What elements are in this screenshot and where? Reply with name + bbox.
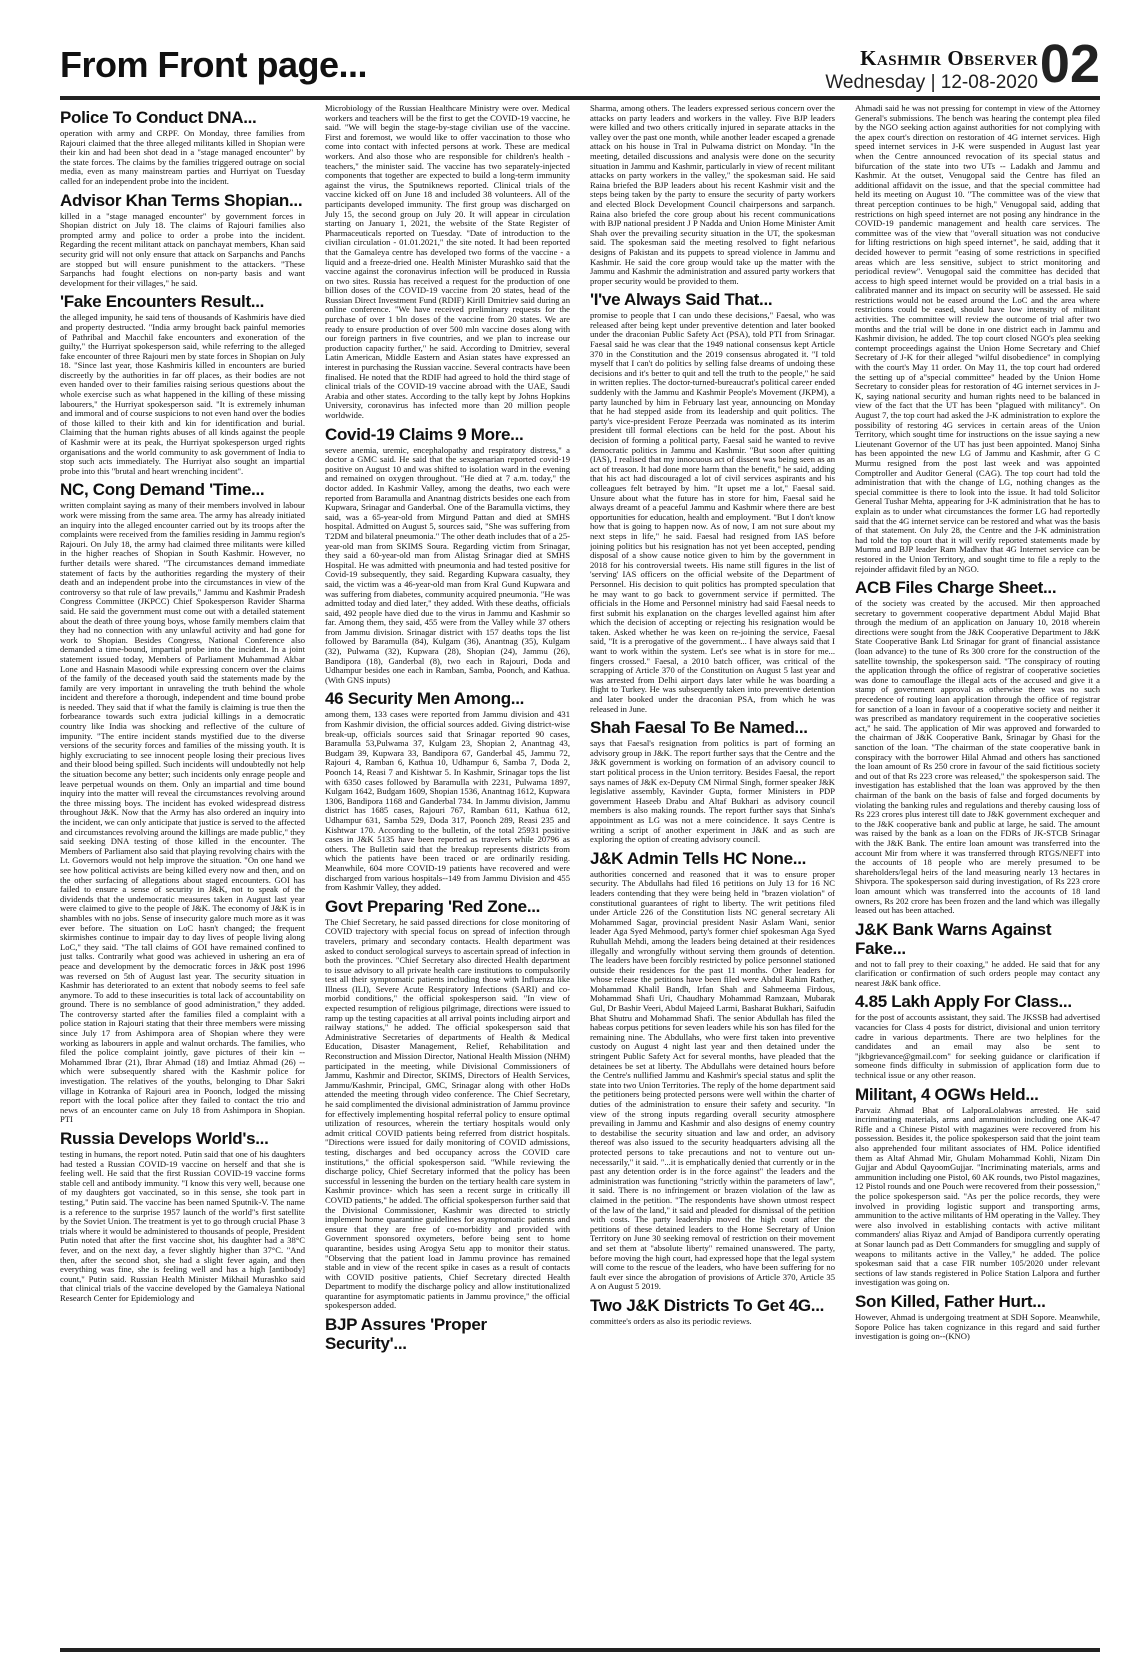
article	[855, 104, 1100, 574]
article-body: killed in a "stage managed encounter" by government forces in Shopian district on July 18. The claims of Rajouri families also prompted army and police to order a probe into the incident. Regarding the recent militant attack on panchayat members, Khan said security grid will not only ensure that attack on Sarpanchs and Panchs are stopped but will ensure punishment to the attackers. "These Sarpanchs had fought elections on non-party basis and want development for their villages," he said.	[60, 210, 305, 288]
article-body: says that Faesal's resignation from politics is part of forming an advisory group in J&K. The report further says that the Centre and the J&K government is working on formation of an advisory council to start political process in the Union territory. Besides Faesal, the report says names of J&K ex-Deputy CM Nirmal Singh, former speaker J&K legislative assembly, Kavinder Gupta, former Ministers in PDP government Haseeb Drabu and Altaf Bukhari as advisory council members is also making rounds. The report further says that Sinha's appointment as LG was not a mere coincidence. It says Centre is writing a script of another experiment in J&K and as such are exploring the option of creating advisory council.	[590, 738, 835, 845]
article-body: committee's orders as also its periodic reviews.	[590, 1315, 752, 1326]
article	[590, 849, 835, 1292]
article-body: severe anemia, uremic, encephalopathy and respiratory distress," a doctor a GMC said. He said that the sexagenarian reported covid-19 positive on August 10 and was shifted to isolation ward in the evening and remained on oxygen throughout. "He died at 7 a.m. today," the doctor added. In Kashmir Valley, among the deaths, two each were reported from Baramulla and Anantnag districts besides one each from Kupwara, Srinagar and Ganderbal. One of the Baramulla victims, they said, was a 65-year-old from Mirgund Pattan and died at SMHS hospital. Admitted on August 5, sources said, "She was suffering from T2DM and bilateral pneumonia." The other death includes that of a 25-year-old man from SKIMS Soura. Regarding victim from Srinagar, they said a 60-year-old man from Alistag Srinagar died at SMHS Hospital. He was admitted with pneumonia and had tested positive for Covid-19 subsequently, they said. Regarding Kupwara casualty, they said, the victim was a 46-year-old man from Kral Gund Kupwara and was suffering from diabetes, community acquired pneumonia. "He was admitted today and died later," they added. With these deaths, officials said, 492 people have died due to the virus in Jammu and Kashmir so far. Among them, they said, 455 were from the Valley while 37 others from Jammu division. Srinagar district with 157 deaths tops the list followed by Baramulla (84), Kulgam (36), Anantnag (35), Kulgam (32), Pulwama (32), Kupwara (28), Shopian (24), Jammu (26), Bandipora (18), Ganderbal (8), two each in Rajouri, Doda and Udhampur besides one each in Ramban, Samba, Poonch, and Kathua. (With GNS inputs)	[325, 444, 570, 685]
article	[325, 689, 570, 892]
article-headline: 'Fake Encounters Result...	[60, 292, 265, 312]
section-title: From Front page...	[60, 44, 368, 85]
article-body: among them, 133 cases were reported from Jammu division and 431 from Kashmir division, the official sources added. Giving district-wise break-up, officials sources said that Srinagar reported 90 cases, Baramulla 53,Pulwama 37, Kulgam 23, Shopian 2, Anantnag 43, Budgam 39, Kupwara 33, Bandipora 67, Ganderbal 45, Jammu 72, Rajouri 4, Ramban 6, Kathua 10, Udhampur 6, Samba 7, Doda 2, Poonch 14, Reasi 7 and Kishtwar 5. In Kashmir, Srinagar tops the list with 6350 cases followed by Baramulla with 2231, Pulwama 1897, Kulgam 1642, Budgam 1609, Shopian 1536, Anantnag 1612, Kupwara 1306, Bandipora 1168 and Ganderbal 734. In Jammu division, Jammu district has 1685 cases, Rajouri 767, Ramban 611, Kathua 612, Udhampur 631, Samba 529, Doda 317, Poonch 289, Reasi 235 and Kishtwar 170. According to the bulletin, of the total 25931 positive cases in J&K 5135 have been reported as travelers while 20796 as others. The Bulletin said that the breakup represents districts from which the patients have been traced or are ordinarily residing. Meanwhile, 604 more COVID-19 patients have recovered and were discharged from various hospitals--149 from Jammu Division and 455 from Kashmir Valley, they added.	[325, 709, 570, 893]
article-body: testing in humans, the report noted. Putin said that one of his daughters had tested a Russian COVID-19 vaccine on herself and that she is feeling well. He said that the first Russian COVID-19 vaccine forms stable cell and antibody immunity. "I know this very well, because one of my daughters got vaccinated, so in this sense, she took part in testing," Putin said. The vaccine has been named Sputnik-V. The name is a reference to the surprise 1957 launch of the world"s first satellite by the Soviet Union. The treatment is yet to go through crucial Phase 3 trials where it would be administered to thousands of people, President Putin noted that after the first vaccine shot, his daughter had a 38°C fever, and on the next day, a fever slightly higher than 37°C. "And then, after the second shot, she had a slight fever again, and then everything was fine, she is feeling well and has a high [antibody] count," Putin said. Russian Health Minister Mikhail Murashko said that clinical trials of the vaccine developed by the Gamaleya National Research Center for Epidemiology and	[60, 1149, 305, 1303]
article-headline: Two J&K Districts To Get 4G...	[590, 1295, 825, 1315]
article-headline: Russia Develops World's...	[60, 1129, 269, 1148]
article-headline: 4.85 Lakh Apply For Class...	[855, 992, 1072, 1012]
article-headline: Shah Faesal To Be Named...	[590, 718, 808, 738]
article-body: and not to fall prey to their coaxing," he added. He said that for any clarification or confirmation of such orders people may contact any nearest J&K bank office.	[855, 958, 1100, 988]
article	[60, 292, 305, 476]
page-header	[60, 34, 1100, 94]
article	[60, 191, 305, 289]
article-headline: Son Killed, Father Hurt...	[855, 1291, 1046, 1311]
article	[325, 897, 570, 1311]
page-number: 02	[1039, 34, 1100, 94]
column-1	[60, 104, 305, 1644]
article	[855, 578, 1100, 916]
article	[60, 108, 305, 187]
column-3	[590, 104, 835, 1644]
article-body: for the post of accounts assistant, they said. The JKSSB had advertised vacancies for Class 4 posts for district, divisional and union territory cadre in various departments. There are two helplines for the candidates and an email may also be sent to "jkbgrievance@gmail.com" for seeking guidance or clarification if someone finds difficulty in submission of application form due to technical issue or any other reason.	[855, 1012, 1100, 1081]
article-headline: 'I've Always Said That...	[590, 290, 773, 310]
article	[590, 104, 835, 286]
article-headline: Covid-19 Claims 9 More...	[325, 424, 524, 444]
article	[325, 104, 570, 421]
article-body: Microbiology of the Russian Healthcare Ministry were over. Medical workers and teachers will be the first to get the COVID-19 vaccine, he said. "We will begin the stage-by-stage civilian use of the vaccine. First and foremost, we would like to offer vaccination to those who come into contact with infected persons at work. These are medical workers. And also those who are responsible for children's health - teachers," the minister said. The vaccine has two separately-injected components that together are expected to build a long-term immunity against the virus, the Sputniknews reported. Clinical trials of the vaccine kicked off on June 18 and included 38 volunteers. All of the participants developed immunity. The first group was discharged on July 15, the second group on July 20. It will appear in circulation starting on January 1, 2021, the website of the State Register of Pharmaceuticals reported on Tuesday. "Date of introduction to the civilian circulation - 01.01.2021," the site noted. It had been reported that the Gamaleya centre has developed two forms of the vaccine - a liquid and a freeze-dried one. Health Minister Murashko said that the vaccine against the coronavirus infection will be produced in Russia on two sites. Russia has received a request for the production of one billion doses of the COVID-19 vaccine from 20 states, head of the Russian Direct Investment Fund (RDIF) Kirill Dmitriev said during an online conference. "We have received preliminary requests for the purchase of over 1 bln doses of the vaccine from 20 states. We are ready to ensure production of over 500 mln vaccine doses along with our foreign partners in five countries, and we plan to increase our production capacity further," he said. According to Dmitriev, several Latin American, Middle Eastern and Asian states have expressed an interest in purchasing the Russian vaccine. Several contracts have been finalised. He noted that the RDIF had agreed to hold the third stage of clinical trials of the COVID-19 vaccine abroad with the UAE, Saudi Arabia and other states. According to the tally kept by Johns Hopkins University, coronavirus has infected more than 20 million people worldwide.	[325, 104, 570, 420]
column-2	[325, 104, 570, 1644]
article-body: of the society was created by the accused. Mir then approached secretary to government cooperative department Abdul Majid Bhat through the medium of an application on January 10, 2018 wherein directions were sought from the J&K Cooperative Department to J&K State Cooperative Bank Ltd Srinagar for grant of financial assistance (loan advance) to the tune of Rs 300 crore for the construction of the satellite township, the spokesperson said. "The conspiracy of routing the application through the office of registrar of cooperative societies was done to camouflage the illegal acts of the accused and give it a stamp of government approval as otherwise there was no such precedence of routing loan application through the office of registrar for sanction of a loan in favour of a cooperative society and neither it was prescribed as mandatory requirement in the cooperative societies act," he said. The application of Mir was approved and forwarded to the chairman of J&K Cooperative Bank, Srinagar by Ghasi for the sanction of the loan. "The chairman of the state cooperative bank in conspiracy with the borrower Hilal Ahmad and others has sanctioned the loan amount of Rs 250 crore in favour of the said fictitious society and out of that Rs 223 crore was released," the spokesperson said. The investigation has established that the loan was approved by the then chairman of the bank on the basis of false and forged documents by violating the banking rules and regulations and thereby causing loss of Rs 223 crores plus interest till date to J&K government exchequer and to the J&K cooperative bank and public at large, he said. The amount was raised by the bank as a loan on the FDRs of JK-STCB Srinagar with the J&K Bank. The entire loan amount was transferred into the account Mir from where it was transferred through RTGS/NEFT into the accounts of 18 people who are merely presumed to be shareholders/legal heirs of the land measuring nearly 13 hectares in Shivpora. The spokesperson said during investigation, of Rs 223 crore loan amount which was transferred into the accounts of 18 land owners, Rs 202 crore has been frozen and the land which was illegally leased out has been attached.	[855, 598, 1100, 916]
article-body: promise to people that I can undo these decisions," Faesal, who was released after being kept under preventive detention and later booked under the draconian Public Safety Act (PSA), told PTI from Srinagar. Faesal said he was clear that the 1949 national consensus kept Article 370 in the Constitution and the 2019 consensus abrogated it. "I told myself that I can't do politics by selling false dreams of undoing these decisions and it's better to quit and tell the truth to the people," he said in written replies. The doctor-turned-bureaucrat's political career ended suddenly with the Jammu and Kashmir People's Movement (JKPM), a party launched by him in February last year, announcing on Monday that he had stepped aside from its leadership and quit politics. The party's vice-president Feroze Peerzada was nominated as its interim president till formal elections can be held for the post. About his decision of forming a political party, Faesal said he wanted to revive democratic politics in Jammu and Kashmir. "But soon after quitting (IAS), I realised that my innocuous act of dissent was being seen as an act of treason. It had done more harm than the benefit," he said, adding that his act had discouraged a lot of civil services aspirants and his colleagues felt betrayed by him. "It upset me a lot," Faesal said. Unsure about what the future has in store for him, Faesal said he always dreamt of a peaceful Jammu and Kashmir where there are best opportunities for education, health and employment. "But I don't know how that is going to happen now. As of now, I am not sure about my next steps in life," he said. Faesal had resigned from IAS before joining politics but his resignation has not yet been accepted, pending disposal of a show cause notice given to him by the government in 2018 for his controversial tweets. His name still figures in the list of 'serving' IAS officers on the official website of the Department of Personnel. His decision to quit politics has prompted speculation that he may want to go back to government service if permitted. The officials in the Home and Personnel ministry had said Faesal needs to first submit his explanation on the charges levelled against him after which the decision of accepting or rejecting his resignation would be taken. Asked whether he was keen on re-joining the service, Faesal said, "It is a prerogative of the government... I have always said that I want to work within the system. Let's see what is in store for me... fingers crossed." Faesal, a 2010 batch officer, was critical of the scrapping of Article 370 of the Constitution on August 5 last year and was arrested from Delhi airport days later while he was boarding a flight to Turkey. He was subsequently taken into preventive detention and later booked under the draconian PSA, from which he was released in June.	[590, 310, 835, 714]
article-headline: NC, Cong Demand 'Time...	[60, 480, 265, 500]
article	[855, 1085, 1100, 1288]
article-body: Parvaiz Ahmad Bhat of LalporaLolabwas arrested. He said incriminating materials, arms and ammunition including one AK-47 Rifle and a Chinese Pistol with magazines were recovered from his possession. Besides it, the police spokesperson said that the joint team also apprehended four militant associates of HM. Police identified them as Altaf Ahmad Mir, Ghulam Mohammad Kohli, Nizam Din Gujjar and Abdul QayoomGujjar. "Incriminating materials, arms and ammunition including one Pistol, 60 AK rounds, two Pistol magazines, 12 Pistol rounds and one Pouch were recovered from their possession," the police spokesperson said. "As per the police records, they were involved in providing logistic support and transporting arms, ammunition to the active militants of HM operating in the Valley. They were also involved in establishing contacts with active militant commanders' alias Riyaz and Amjad of Bandipora currently operating at Sonar launch pad as Dett Commanders for smuggling and supply of weapons to militants active in the Valley," he added. The police spokesman said that a case FIR number 105/2020 under relevant sections of law stands registered in Police Station Lalpora and further investigation was going on.	[855, 1104, 1100, 1288]
article	[325, 1315, 570, 1353]
article	[590, 718, 835, 845]
masthead: Kashmir Observer	[860, 46, 1038, 70]
article-columns	[60, 104, 1100, 1644]
article-headline: 46 Security Men Among...	[325, 689, 525, 709]
article-headline: J&K Admin Tells HC None...	[590, 848, 807, 868]
article-body: operation with army and CRPF. On Monday, three families from Rajouri claimed that the three alleged militants killed in Shopian were their kin and had been shot dead in a "stage managed encounter" by the state forces. The claims by the families triggered outrage on social media, even as many mainstream parties and Hurriyat on Tuesday called for an independent probe into the incident.	[60, 128, 305, 186]
article	[855, 992, 1100, 1080]
article	[325, 425, 570, 686]
article-body: the alleged impunity, he said tens of thousands of Kashmiris have died and property destructed. "India army brought back painful memories of Pathribal and Macchil fake encounters and exoneration of the guilty," the Hurriyat spokesperson said, while referring to the alleged fake encounter of three Rajouri men by state forces in Shopian on July 18. "Since last year, those Kashmiris killed in encounters are buried discreetly by the authorities in far off places, as their bodies are not even handed over to their families raising serious questions about the whole exercise such as what happened in the killing of these missing labourers," the Hurriyat spokesperson said. "It is extremely inhuman and immoral and of course suspicions to not even hand over the bodies of those killed to their kith and kin for identification and burial. Claiming that the human rights abuses of all kinds against the people of Kashmir were at its peak, the Hurriyat spokesperson urged rights organisations and the world community to ask government of India to stop such acts immediately. The Hurriyat also sought an impartial probe into this "brutal and heart wrenching incident".	[60, 312, 305, 476]
column-4	[855, 104, 1100, 1644]
article-headline: Police To Conduct DNA...	[60, 108, 257, 127]
article	[855, 1292, 1100, 1342]
dateline: Wednesday | 12-08-2020	[825, 72, 1038, 93]
article	[855, 920, 1100, 989]
article-headline: Advisor Khan Terms Shopian...	[60, 190, 303, 210]
article-headline: ACB Files Charge Sheet...	[855, 578, 1057, 598]
article-headline: Militant, 4 OGWs Held...	[855, 1084, 1039, 1104]
article-body: written complaint saying as many of their members involved in labour work were missing from the same area. The army has already initiated an inquiry into the alleged encounter carried out by its troops after the complaints were received from the families residing in Jammu region's Rajouri. On July 18, the army had claimed three militants were killed in the higher reaches of Shopian in South Kashmir. However, no further details were shared. "The circumstances demand immediate statement of facts by the authorities regarding the mystery of their death and an independent probe into the circumstances in view of the controversy so that rule of law prevails," Jammu and Kashmir Pradesh Congress Committee (JKPCC) Chief Spokesperson Ravider Sharma said. He said the government must come out with a detailed statement about the death of three young boys, whose family members claim that they had no connection with any unlawful activity and had gone for work to Shopian. Besides Congress, National Conference also demanded a time-bound, impartial probe into the incident. In a joint statement issued today, Members of Parliament Muhammad Akbar Lone and Hasnain Masoodi while expressing concern over the claims of the family of the deceased youth said the statements made by the family are very important in unraveling the truth behind the whole incident and therefore a thorough, independent and time bound probe is needed. They said that if what the family is claiming is true then the forbearance towards such extra judicial killings in a democratic country like India was shocking and reflective of the culture of impunity. "The entire incident stands mystified due to the diverse versions of the security forces and families of the missing youth. It is highly excruciating to see innocent people losing their precious lives and their blood being spilled. Such incidents will undoubtedly not help the situation become any better; such incidents only enrage people and leave perpetual wounds on them. Only an impartial and time bound inquiry into the matter will reveal the circumstances revolving around the three missing boys. The incident has evoked widespread distress throughout J&K. Now that the Army has also ordered an inquiry into the incident, we can only anticipate that justice is served to the affected and circumstances revolving around the killings are made public," they said seeking DNA testing of those killed in the encounter. The Members of Parliament also said that playing revolving chairs with the Lt. Governors would not help improve the situation. "On one hand we see how political activists are being killed every now and then, and on the other surfacing of allegations about staged encounters. GOI has failed to ensure a sense of security in J&K, not to speak of the dividends that the undemocratic measures taken in August last year were claimed to give to the people of J&K. The economy of J&K is in shambles with no jobs. Sense of insecurity galore much more as it was ever before. The situation on LoC hasn't changed; the frequent skirmishes continue to impair day to day lives of people living along LoC," they said. "The tall claims of GOI have remained confined to just talks. Contrarily what good was achieved in ushering an era of peace and development by the democratic forces in J&K post 1996 was reversed on 5th of August last year. The security situation in Kashmir has deteriorated to an extent that nobody seems to feel safe anymore. To add to these insecurities is total lack of accountability on ground. There is no semblance of good administration," they added. The controversy started after the families filed a complaint with a police station in Rajouri stating that their three members were missing since July 17 from Ashimpora area of Shopian where they were working as labourers in apple and walnut orchards. The families, who filed the police complaint jointly, gave pictures of their kin -- Mohammed Ibrar (21), Ibrar Ahmad (18) and Imtiaz Ahmad (26) -- which were subsequently shared with the Kashmir police for investigation. The relatives of the youths, belonging to Dhar Sakri village in Kotranka of Rajouri area in Poonch, lodged the missing report with the local police after they failed to contact the trio and news of an encounter came on July 18 from Ashimpora in Shopian. PTI	[60, 500, 305, 1125]
article-body: Sharma, among others. The leaders expressed serious concern over the attacks on party leaders and workers in the valley. Five BJP leaders were killed and two others critically injured in separate attacks in the valley over the past one month, while another leader escaped a grenade attack on his house in Tral in Pulwama district on Monday. "In the meeting, detailed discussions and analysis were done on the security situation in Jammu and Kashmir, particularly in view of recent militant attacks on party workers in the valley," the spokesman said. He said Raina briefed the BJP leaders about his recent Kashmir visit and the steps being taken by the party to ensure the security of party workers and elected Block Development Council chairpersons and sarpanch. Raina also briefed the core group about his recent communications with BJP national president J P Nadda and Union Home Minister Amit Shah over the prevailing security situation in the UT, the spokesman said. The spokesman said the meeting resolved to fight nefarious designs of Pakistan and its puppets to spread violence in Jammu and Kashmir. He said the core group would take up the matter with the Jammu and Kashmir the administration and assured party workers that proper security would be provided to them.	[590, 104, 835, 286]
header-rule	[60, 96, 1100, 100]
article	[60, 1129, 305, 1304]
article	[590, 1296, 835, 1327]
article-headline: BJP Assures 'Proper Security'...	[325, 1315, 487, 1354]
article-headline: J&K Bank Warns Against Fake...	[855, 919, 1052, 958]
article-body: However, Ahmad is undergoing treatment at SDH Sopore. Meanwhile, Sopore Police has taken cognizance in this regard and said further investigation is going on--(KNO)	[855, 1311, 1100, 1342]
article	[590, 290, 835, 714]
article-body: authorities concerned and reasoned that it was to ensure proper security. The Abdullahs had filed 16 petitions on July 13 for 16 NC leaders contending that they were being held in "brazen violation" of constitutional guarantees of right to liberty. The writ petitions filed under Article 226 of the Constitution lists NC general secretary Ali Mohammed Sagar, provincial president Nasir Aslam Wani, senior leader Aga Syed Mehmood, party's former chief spokesman Aga Syed Ruhullah Mehdi, among the leaders being detained at their residences illegally and wrongfully without serving them grounds of detention. The leaders have been forcibly restricted by police personnel stationed outside their residences for the past 11 months. Other leaders for whose release the petitions have been filed were Abdul Rahim Rather, Mohammad Khalil Bandh, Irfan Shah and Sahmeema Firdous, Mohammad Shafi Uri, Chaudhary Mohammad Ramzaan, Mubarak Gul, Dr Bashir Veeri, Abdul Majeed Larmi, Basharat Bukhari, Saifudin Bhat Shutru and Mohammad Shafi. The senior Abdullah has filed the habeas corpus petitions for seven leaders while his son has filed for the remaining nine. The Abdullahs, who were first taken into preventive custody on August 4 night last year and then detained under the stringent Public Safety Act for several months, have pleaded that the detainees be set at liberty. The Abdullahs were detained hours before the Centre's nullified Jammu and Kashmir's special status and split the state into two Union Territories. The reply of the home department said the petitioners being protected persons were well within the charter of duties of the administration to ensure their safety and security. "In view of the strong inputs regarding overall security atmosphere prevailing in Jammu and Kashmir and also designs of enemy country to destabilise the security situation and law and order, an advisory thereof was also issued to the security headquarters advising all the protected persons to take precautions and not to venture out un-necessarily," it said. "...it is emphatically denied that currently or in the past any detention order is in the force against" the leaders and the administration was functioning "strictly within the parameters of law", it said. There is no infringement or brazen violation of the law as claimed in the petition. "The respondents have shown utmost respect of the law of the land," it said and pleaded for dismissal of the petition with costs. The party leadership moved the high court after the petitions of these detained leaders to the Home Secretary of Union Territory on June 30 seeking removal of restriction on their movement and set them at "absolute liberty" remained unanswered. The party, before moving the high court, had expressed hope that the legal system will come to the rescue of the leaders, who have been suffering for no fault ever since the abrogation of provisions of Article 370, Article 35 A on August 5 2019.	[590, 868, 835, 1292]
footer-rule	[60, 1648, 1100, 1652]
article	[60, 480, 305, 1125]
article-headline: Govt Preparing 'Red Zone...	[325, 896, 541, 916]
article-body: The Chief Secretary, he said passed directions for close monitoring of COVID trajectory with special focus on spread of infection through travelers, primary and secondary contacts. Health department was asked to conduct serological surveys to ascertain spread of infection in both the provinces. "Chief Secretary also directed Health department to issue advisory to all private health care institutions to compulsorily test all their symptomatic patients including those with Influenza like Illness (ILI), Severe Acute Respiratory Infections (SARI) and co-morbid conditions," the official spokesperson said. "In view of expected resumption of religious pilgrimage, directions were issued to ramp up the testing capacities at all arrival points including airport and railway stations," he added. The official spokesperson said that Administrative Secretaries of departments of Health & Medical Education, Disaster Management, Relief, Rehabilitation and Reconstruction and Mission Director, National Health Mission (NHM) participated in the meeting, while Divisional Commissioners of Jammu, Kashmir and Director, SKIMS, Directors of Health Services, Jammu/Kashmir, Principal, GMC, Srinagar along with other HoDs attended the meeting through video conference. The Chief Secretary, he said complimented the divisional administration of Jammu province for effectively implementing hospital referral policy to ensure optimal utilization of resources, wherein the tertiary hospitals would only admit critical COVID patients being referred from district hospitals. "Directions were issued for daily monitoring of COVID admissions, testing, discharges and bed occupancy across the COVID care institutions," the official spokesperson said. "While reviewing the discharge policy, Chief Secretary informed that the policy has been successful in lessening the burden on the tertiary health care system in Kashmir province- which has seen a recent surge in critically ill COVID patients," he added. The official spokesperson further said that the Divisional Commissioner, Kashmir was directed to strictly implement home quarantine guidelines for asymptomatic patients and ensure that they are free of co-morbidity and provided with Government sponsored oxymeters, before being sent to home quarantine, besides using Arogya Setu app to monitor their status. "Observing that the patient load in Jammu province has remained stable and in view of the recent spike in cases as a result of contacts with COVID positive patients, Chief Secretary directed Health Department to modify the discharge policy and allow institutionalized quarantine for asymptomatic patients in Jammu province," the official spokesperson added.	[325, 916, 570, 1311]
article-body: Ahmadi said he was not pressing for contempt in view of the Attorney General's submissions. The bench was hearing the contempt plea filed by the NGO seeking action against authorities for not complying with the apex court's direction on restoration of 4G internet services. High speed internet services in J-K were suspended in August last year when the Centre announced revocation of its special status and bifurcation of the state into two UTs -- Ladakh and Jammu and Kashmir. At the outset, Venugopal said the Centre has filed an additional affidavit on the issue, and that the special committee had held its meeting on August 10. "The committee was of the view that threat perception continues to be high," Venugopal said, adding that restrictions on high speed internet are not posing any hindrance in the COVID-19 pandemic management and health care services. The committee was of the view that "overall situation was not conducive for lifting restrictions on high speed internet", he said, adding that it decided however to permit "easing of some restrictions in specified areas which are less sensitive, subject to strict monitoring and periodical review". Venugopal said the committee has decided that access to high speed internet would be provided on a trial basis in a calibrated manner and its impact on security will be assessed. He said restrictions would not be eased around the LoC and the area where restrictions could be eased, should have low intensity of militant activities. The committee will review the outcome of trial after two months and the trial will be done in one district each in Jammu and Kashmir division, he added. The top court closed NGO's plea seeking contempt proceedings against the Union Home Secretary and Chief Secretary of J-K for their alleged "wilful disobedience" in complying with the court's May 11 order. On May 11, the top court had ordered the setting up of a"special committee" headed by the Union Home Secretary to consider pleas for restoration of 4G internet services in J-K, saying national security and human rights need to be balanced in view of the fact that the UT has been "plagued with militancy". On August 7, the top court had asked the J-K administration to explore the possibility of restoring 4G services in certain areas of the Union Territory, which sought time for instructions on the issue saying a new Lieutenant Governor of the UT has just been appointed. Manoj Sinha has been appointed the new LG of Jammu and Kashmir, after G C Murmu resigned from the post last week and was appointed Comptroller and Auditor General (CAG). The top court had told the administration that with the change of LG, nothing changes as the special committee is there to look into the issue. It had told Solicitor General Tushar Mehta, appearing for J-K administration that he has to explain as to under what circumstances the former LG had reportedly said that the 4G internet service can be restored and what was the basis of that statement. On July 28, the Centre and the J-K administration had told the top court that it will verify reported statements made by Murmu and BJP leader Ram Madhav that 4G Internet service can be restored in the Union Territory, and sought time to file a reply to the rejoinder affidavit filed by an NGO.	[855, 104, 1100, 574]
